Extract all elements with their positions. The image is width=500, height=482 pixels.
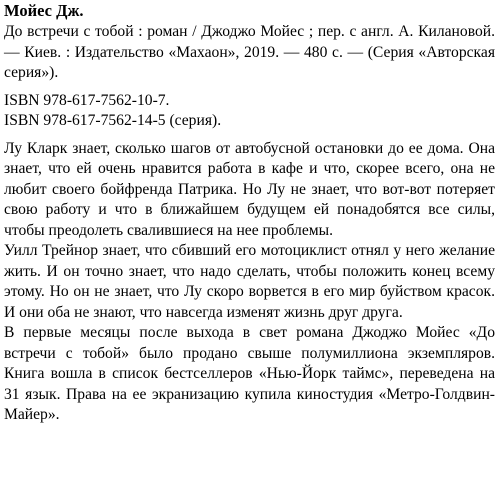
annotation-paragraph: В первые месяцы после выхода в свет романа Джоджо Мойес «До встречи с тобой» было продано свыше полумиллиона экземпляров. Книга вошла в список бестселлеров «Нью-Йорк таймс», переведена на 31 язык. Права на ее экранизацию купила киностудия «Метро-Голдвин-Майер». [4, 324, 495, 423]
isbn-series-line: ISBN 978-617-7562-14-5 (серия). [4, 112, 222, 129]
spacer [4, 84, 495, 91]
isbn-line: ISBN 978-617-7562-10-7. [4, 91, 170, 109]
catalog-card [4, 0, 495, 426]
annotation-paragraph: Уилл Трейнор знает, что сбивший его мотоциклист отнял у него желание жить. И он точно знает, что надо сделать, чтобы положить конец всему этому. Но он не знает, что Лу скоро ворвется в его мир буйством красок. И они оба не знают, что навсегда изменят жизнь друг друга. [4, 242, 495, 321]
author-name: Мойес Дж. [4, 1, 84, 20]
bibliographic-description: До встречи с тобой : роман / Джоджо Мойес ; пер. с англ. А. Килановой. — Киев. : Издательство «Махаон», 2019. — 480 с. — (Серия «Авторская серия»). [4, 23, 495, 81]
spacer [4, 132, 495, 139]
annotation-paragraph: Лу Кларк знает, сколько шагов от автобусной остановки до ее дома. Она знает, что ей очень нравится работа в кафе и что, скорее всего, она не любит своего бойфренда Патрика. Но Лу не знает, что вот-вот потеряет свою работу и что в ближайшем будущем ей понадобятся все силы, чтобы преодолеть свалившиеся на нее проблемы. [4, 139, 495, 239]
